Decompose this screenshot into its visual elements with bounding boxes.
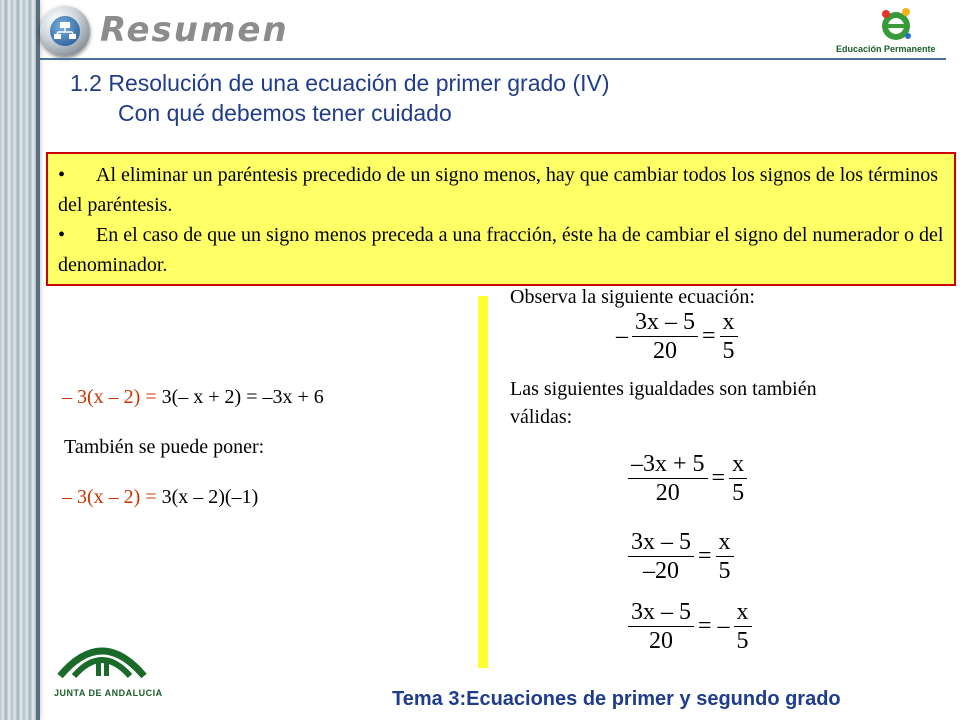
equation-3: $\frac{3x - 5}{20}$ = – $\frac{x}{5}$ <box>628 598 752 655</box>
header-divider <box>40 58 946 60</box>
equation-2: $\frac{3x - 5}{-20}$ = $\frac{x}{5}$ <box>628 528 734 585</box>
junta-andalucia-logo <box>52 636 152 686</box>
valid-label-line-2: válidas: <box>510 406 573 428</box>
equation-1: $\frac{-3x + 5}{20}$ = $\frac{x}{5}$ <box>628 450 747 507</box>
observe-label: Observa la siguiente ecuación: <box>510 286 755 308</box>
page-subtitle: Con qué debemos tener cuidado <box>118 100 452 126</box>
main-equation: – $\frac{3x - 5}{20}$ = $\frac{x}{5}$ <box>612 308 738 365</box>
decorative-left-strip <box>0 0 36 720</box>
expression-1: – 3(x – 2) = 3(– x + 2) = –3x + 6 <box>62 386 324 408</box>
expression-2: – 3(x – 2) = 3(x – 2)(–1) <box>62 486 259 508</box>
valid-label-line-1: Las siguientes igualdades son también <box>510 378 817 400</box>
note-bullet-1: • Al eliminar un paréntesis precedido de un signo menos, hay que cambiar todos los signos de los términos del paréntesis. <box>58 164 939 216</box>
page-title: 1.2 Resolución de una ecuación de primer grado (IV) <box>70 70 610 96</box>
column-divider <box>478 296 488 668</box>
note-box <box>46 152 956 286</box>
footer-topic: Tema 3:Ecuaciones de primer y segundo grado <box>392 688 841 710</box>
resumen-logo-icon <box>40 6 90 56</box>
educacion-permanente-text: Educación Permanente <box>836 44 936 54</box>
junta-andalucia-text: JUNTA DE ANDALUCIA <box>54 688 163 698</box>
section-label: Resumen <box>100 10 289 50</box>
also-label: También se puede poner: <box>64 436 265 458</box>
note-bullet-2: • En el caso de que un signo menos preceda a una fracción, éste ha de cambiar el signo del numerador o del denominador. <box>58 224 944 276</box>
